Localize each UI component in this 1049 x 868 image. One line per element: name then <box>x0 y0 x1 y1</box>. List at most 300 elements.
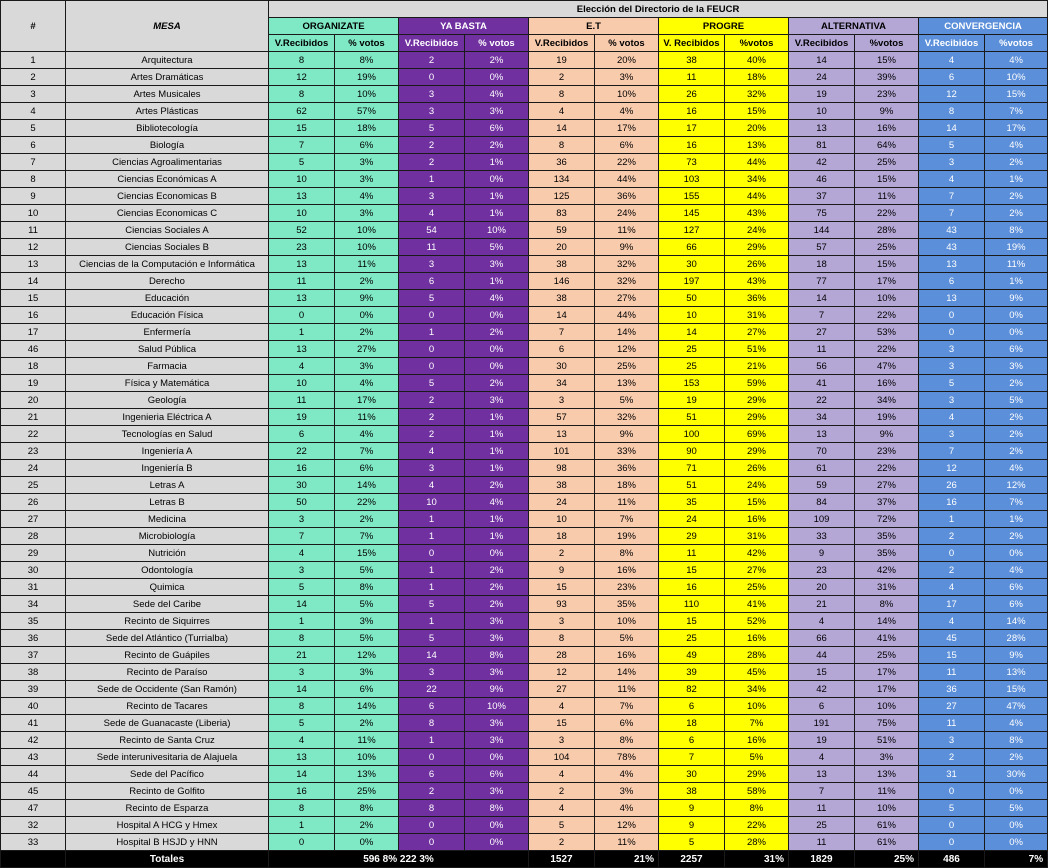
percent-cell: 19% <box>855 409 919 426</box>
group-header-et: E.T <box>529 18 659 35</box>
percent-cell: 27% <box>595 290 659 307</box>
percent-cell: 18% <box>725 69 789 86</box>
mesa-name-cell: Sede del Caribe <box>66 596 269 613</box>
percent-cell: 1% <box>465 528 529 545</box>
percent-cell: 51% <box>725 341 789 358</box>
votes-cell: 8 <box>529 137 595 154</box>
votes-cell: 17 <box>919 596 985 613</box>
row-number-cell: 37 <box>1 647 66 664</box>
percent-cell: 34% <box>725 171 789 188</box>
percent-cell: 16% <box>855 120 919 137</box>
votes-cell: 6 <box>399 766 465 783</box>
percent-cell: 16% <box>725 630 789 647</box>
votes-cell: 15 <box>529 579 595 596</box>
percent-cell: 8% <box>985 222 1048 239</box>
percent-cell: 16% <box>855 375 919 392</box>
votes-cell: 75 <box>789 205 855 222</box>
percent-cell: 13% <box>985 664 1048 681</box>
percent-cell: 0% <box>335 834 399 851</box>
votes-cell: 25 <box>659 630 725 647</box>
votes-cell: 17 <box>659 120 725 137</box>
votes-cell: 90 <box>659 443 725 460</box>
totals-votes-cell: 2257 <box>659 851 725 868</box>
group-header-organizate: ORGANIZATE <box>269 18 399 35</box>
row-number-cell: 46 <box>1 341 66 358</box>
percent-cell: 18% <box>595 477 659 494</box>
row-number-cell: 12 <box>1 239 66 256</box>
percent-cell: 3% <box>595 69 659 86</box>
percent-cell: 1% <box>465 443 529 460</box>
row-number-cell: 24 <box>1 460 66 477</box>
votes-cell: 1 <box>399 613 465 630</box>
group-header-alternativa: ALTERNATIVA <box>789 18 919 35</box>
percent-cell: 4% <box>595 800 659 817</box>
votes-cell: 8 <box>269 86 335 103</box>
percent-cell: 37% <box>855 494 919 511</box>
mesa-name-cell: Ciencias Economicas C <box>66 205 269 222</box>
votes-cell: 127 <box>659 222 725 239</box>
percent-cell: 23% <box>855 86 919 103</box>
votes-cell: 15 <box>789 664 855 681</box>
row-number-cell: 27 <box>1 511 66 528</box>
percent-cell: 0% <box>465 171 529 188</box>
table-row <box>1 290 1048 307</box>
mesa-name-cell: Recinto de Esparza <box>66 800 269 817</box>
mesa-name-cell: Odontología <box>66 562 269 579</box>
percent-cell: 36% <box>595 188 659 205</box>
votes-cell: 0 <box>919 783 985 800</box>
votes-cell: 10 <box>659 307 725 324</box>
percent-cell: 10% <box>985 69 1048 86</box>
votes-cell: 18 <box>529 528 595 545</box>
percent-cell: 5% <box>985 800 1048 817</box>
percent-cell: 3% <box>855 749 919 766</box>
votes-cell: 13 <box>269 256 335 273</box>
percent-cell: 3% <box>465 630 529 647</box>
votes-cell: 2 <box>919 528 985 545</box>
votes-cell: 2 <box>529 834 595 851</box>
table-row <box>1 273 1048 290</box>
votes-cell: 38 <box>529 256 595 273</box>
votes-cell: 7 <box>269 137 335 154</box>
votes-cell: 11 <box>789 800 855 817</box>
mesa-name-cell: Recinto de Tacares <box>66 698 269 715</box>
percent-cell: 5% <box>465 239 529 256</box>
percent-cell: 11% <box>855 783 919 800</box>
percent-cell: 2% <box>985 409 1048 426</box>
votes-cell: 30 <box>529 358 595 375</box>
votes-cell: 6 <box>659 732 725 749</box>
percent-cell: 2% <box>985 154 1048 171</box>
percent-cell: 53% <box>855 324 919 341</box>
votes-cell: 12 <box>269 69 335 86</box>
percent-cell: 19% <box>595 528 659 545</box>
row-number-cell: 36 <box>1 630 66 647</box>
percent-cell: 25% <box>855 647 919 664</box>
percent-cell: 0% <box>465 749 529 766</box>
percent-cell: 29% <box>725 392 789 409</box>
percent-cell: 10% <box>335 86 399 103</box>
votes-cell: 38 <box>529 477 595 494</box>
percent-cell: 44% <box>595 171 659 188</box>
mesa-name-cell: Artes Musicales <box>66 86 269 103</box>
percent-cell: 4% <box>595 766 659 783</box>
percent-cell: 8% <box>725 800 789 817</box>
votes-cell: 0 <box>919 545 985 562</box>
percent-cell: 2% <box>465 52 529 69</box>
votes-cell: 4 <box>789 749 855 766</box>
percent-cell: 8% <box>335 800 399 817</box>
table-row <box>1 222 1048 239</box>
percent-cell: 22% <box>595 154 659 171</box>
table-row <box>1 324 1048 341</box>
percent-cell: 33% <box>595 443 659 460</box>
row-number-cell: 44 <box>1 766 66 783</box>
votes-cell: 0 <box>919 817 985 834</box>
votes-cell: 27 <box>919 698 985 715</box>
percent-cell: 1% <box>465 511 529 528</box>
votes-cell: 3 <box>269 562 335 579</box>
votes-cell: 83 <box>529 205 595 222</box>
votes-cell: 51 <box>659 477 725 494</box>
votes-cell: 16 <box>919 494 985 511</box>
votes-cell: 10 <box>399 494 465 511</box>
percent-cell: 2% <box>985 443 1048 460</box>
percent-cell: 2% <box>335 273 399 290</box>
row-number-cell: 17 <box>1 324 66 341</box>
votes-cell: 82 <box>659 681 725 698</box>
percent-cell: 2% <box>465 562 529 579</box>
percent-cell: 3% <box>335 154 399 171</box>
percent-cell: 18% <box>335 120 399 137</box>
votes-cell: 2 <box>399 52 465 69</box>
votes-cell: 0 <box>399 69 465 86</box>
votes-cell: 4 <box>919 613 985 630</box>
percent-cell: 29% <box>725 409 789 426</box>
table-row <box>1 341 1048 358</box>
percent-cell: 5% <box>595 392 659 409</box>
votes-cell: 5 <box>919 137 985 154</box>
percent-cell: 52% <box>725 613 789 630</box>
totals-row <box>1 851 1048 868</box>
percent-cell: 14% <box>335 698 399 715</box>
percent-cell: 5% <box>335 630 399 647</box>
percent-cell: 5% <box>985 392 1048 409</box>
percent-cell: 4% <box>335 375 399 392</box>
percent-cell: 0% <box>465 69 529 86</box>
percent-cell: 30% <box>985 766 1048 783</box>
percent-cell: 51% <box>855 732 919 749</box>
mesa-name-cell: Recinto de Siquirres <box>66 613 269 630</box>
votes-cell: 26 <box>919 477 985 494</box>
votes-cell: 7 <box>269 528 335 545</box>
percent-cell: 17% <box>855 664 919 681</box>
votes-cell: 20 <box>529 239 595 256</box>
votes-cell: 103 <box>659 171 725 188</box>
votes-cell: 19 <box>789 86 855 103</box>
row-number-cell: 18 <box>1 358 66 375</box>
percent-cell: 10% <box>725 698 789 715</box>
percent-cell: 8% <box>465 800 529 817</box>
table-row <box>1 154 1048 171</box>
table-row <box>1 477 1048 494</box>
percent-cell: 14% <box>595 324 659 341</box>
percent-cell: 41% <box>855 630 919 647</box>
mesa-name-cell: Biología <box>66 137 269 154</box>
table-row <box>1 681 1048 698</box>
votes-cell: 13 <box>919 256 985 273</box>
percent-cell: 3% <box>465 664 529 681</box>
percent-cell: 3% <box>335 171 399 188</box>
percent-cell: 8% <box>335 579 399 596</box>
votes-cell: 39 <box>659 664 725 681</box>
percent-cell: 9% <box>595 239 659 256</box>
votes-cell: 36 <box>919 681 985 698</box>
percent-cell: 6% <box>985 341 1048 358</box>
mesa-name-cell: Ingenieria Eléctrica A <box>66 409 269 426</box>
row-number-cell: 22 <box>1 426 66 443</box>
percent-cell: 0% <box>465 358 529 375</box>
mesa-name-cell: Letras B <box>66 494 269 511</box>
votes-cell: 0 <box>399 358 465 375</box>
votes-cell: 22 <box>399 681 465 698</box>
mesa-name-cell: Ciencias Agroalimentarias <box>66 154 269 171</box>
percent-cell: 6% <box>595 715 659 732</box>
percent-cell: 1% <box>465 154 529 171</box>
percent-cell: 0% <box>465 817 529 834</box>
percent-cell: 11% <box>595 494 659 511</box>
votes-cell: 4 <box>269 545 335 562</box>
votes-cell: 5 <box>529 817 595 834</box>
row-number-cell: 40 <box>1 698 66 715</box>
percent-cell: 3% <box>595 783 659 800</box>
votes-cell: 1 <box>399 579 465 596</box>
table-row <box>1 834 1048 851</box>
votes-cell: 3 <box>399 256 465 273</box>
votes-cell: 4 <box>529 698 595 715</box>
votes-cell: 9 <box>659 800 725 817</box>
table-row <box>1 800 1048 817</box>
votes-cell: 6 <box>919 69 985 86</box>
votes-cell: 25 <box>789 817 855 834</box>
votes-cell: 4 <box>789 613 855 630</box>
votes-cell: 3 <box>919 358 985 375</box>
percent-cell: 9% <box>855 103 919 120</box>
percent-cell: 17% <box>855 681 919 698</box>
votes-cell: 4 <box>919 171 985 188</box>
votes-cell: 66 <box>659 239 725 256</box>
percent-cell: 20% <box>595 52 659 69</box>
percent-cell: 4% <box>465 290 529 307</box>
percent-cell: 6% <box>985 579 1048 596</box>
votes-cell: 1 <box>269 817 335 834</box>
percent-cell: 15% <box>855 171 919 188</box>
percent-cell: 8% <box>465 647 529 664</box>
row-number-cell: 35 <box>1 613 66 630</box>
votes-cell: 23 <box>269 239 335 256</box>
votes-cell: 14 <box>789 52 855 69</box>
votes-cell: 51 <box>659 409 725 426</box>
percent-cell: 59% <box>725 375 789 392</box>
row-number-cell: 26 <box>1 494 66 511</box>
percent-cell: 10% <box>855 290 919 307</box>
percent-cell: 15% <box>335 545 399 562</box>
votes-cell: 16 <box>269 460 335 477</box>
percent-cell: 34% <box>855 392 919 409</box>
mesa-name-cell: Quimica <box>66 579 269 596</box>
totals-votes-cell: 1829 <box>789 851 855 868</box>
totals-percent-cell: 7% <box>985 851 1048 868</box>
votes-cell: 15 <box>659 613 725 630</box>
percent-cell: 1% <box>985 273 1048 290</box>
votes-cell: 11 <box>789 834 855 851</box>
percent-cell: 3% <box>335 613 399 630</box>
mesa-name-cell: Sede de Guanacaste (Liberia) <box>66 715 269 732</box>
votes-cell: 11 <box>269 273 335 290</box>
votes-cell: 1 <box>269 613 335 630</box>
votes-cell: 34 <box>529 375 595 392</box>
row-number-cell: 9 <box>1 188 66 205</box>
percent-cell: 10% <box>855 800 919 817</box>
percent-cell: 23% <box>855 443 919 460</box>
table-row <box>1 205 1048 222</box>
percent-cell: 16% <box>725 511 789 528</box>
mesa-name-cell: Salud Pública <box>66 341 269 358</box>
percent-cell: 13% <box>855 766 919 783</box>
table-row <box>1 256 1048 273</box>
group-header-progre: PROGRE <box>659 18 789 35</box>
table-row <box>1 528 1048 545</box>
votes-cell: 2 <box>399 154 465 171</box>
percent-cell: 9% <box>985 647 1048 664</box>
percent-cell: 2% <box>985 528 1048 545</box>
mesa-name-cell: Sede del Pacífico <box>66 766 269 783</box>
table-row <box>1 375 1048 392</box>
percent-cell: 0% <box>465 307 529 324</box>
row-number-cell: 31 <box>1 579 66 596</box>
percent-cell: 1% <box>985 511 1048 528</box>
percent-cell: 7% <box>595 698 659 715</box>
percent-cell: 22% <box>855 307 919 324</box>
percent-cell: 3% <box>985 358 1048 375</box>
votes-cell: 36 <box>529 154 595 171</box>
votes-cell: 57 <box>529 409 595 426</box>
percent-cell: 4% <box>985 52 1048 69</box>
percent-cell: 43% <box>725 205 789 222</box>
votes-cell: 23 <box>789 562 855 579</box>
votes-cell: 2 <box>919 562 985 579</box>
percent-cell: 25% <box>335 783 399 800</box>
votes-cell: 3 <box>269 664 335 681</box>
votes-cell: 1 <box>399 324 465 341</box>
percent-cell: 2% <box>985 205 1048 222</box>
votes-cell: 7 <box>659 749 725 766</box>
votes-cell: 11 <box>269 392 335 409</box>
percent-cell: 25% <box>725 579 789 596</box>
votes-cell: 66 <box>789 630 855 647</box>
votes-cell: 2 <box>399 137 465 154</box>
percent-cell: 35% <box>855 545 919 562</box>
votes-cell: 3 <box>919 392 985 409</box>
percent-cell: 16% <box>595 647 659 664</box>
percent-cell: 17% <box>855 273 919 290</box>
votes-cell: 3 <box>529 613 595 630</box>
votes-cell: 50 <box>269 494 335 511</box>
votes-cell: 0 <box>919 307 985 324</box>
row-number-cell: 30 <box>1 562 66 579</box>
percent-cell: 19% <box>335 69 399 86</box>
percent-cell: 5% <box>725 749 789 766</box>
votes-cell: 38 <box>659 783 725 800</box>
votes-cell: 3 <box>919 426 985 443</box>
table-row <box>1 307 1048 324</box>
percent-cell: 75% <box>855 715 919 732</box>
totals-votes-cell: 486 <box>919 851 985 868</box>
row-number-cell: 16 <box>1 307 66 324</box>
votes-cell: 52 <box>269 222 335 239</box>
votes-cell: 144 <box>789 222 855 239</box>
percent-cell: 10% <box>335 239 399 256</box>
votes-cell: 16 <box>659 103 725 120</box>
row-number-cell: 34 <box>1 596 66 613</box>
mesa-name-cell: Ciencias Economicas B <box>66 188 269 205</box>
percent-cell: 27% <box>855 477 919 494</box>
votes-cell: 1 <box>399 528 465 545</box>
group-header-convergencia: CONVERGENCIA <box>919 18 1048 35</box>
votes-cell: 24 <box>659 511 725 528</box>
percent-cell: 14% <box>985 613 1048 630</box>
percent-cell: 43% <box>725 273 789 290</box>
percent-cell: 32% <box>725 86 789 103</box>
subheader-percent: % votos <box>335 35 399 52</box>
row-number-cell: 28 <box>1 528 66 545</box>
row-number-cell: 4 <box>1 103 66 120</box>
votes-cell: 11 <box>789 341 855 358</box>
votes-cell: 25 <box>659 358 725 375</box>
table-row <box>1 120 1048 137</box>
table-row <box>1 749 1048 766</box>
votes-cell: 13 <box>269 290 335 307</box>
percent-cell: 14% <box>855 613 919 630</box>
votes-cell: 18 <box>789 256 855 273</box>
mesa-name-cell: Ciencias Sociales B <box>66 239 269 256</box>
row-number-cell: 21 <box>1 409 66 426</box>
votes-cell: 5 <box>269 715 335 732</box>
percent-cell: 11% <box>335 409 399 426</box>
mesa-name-cell: Ingeniería A <box>66 443 269 460</box>
percent-cell: 0% <box>985 817 1048 834</box>
percent-cell: 25% <box>855 154 919 171</box>
percent-cell: 24% <box>725 477 789 494</box>
mesa-name-cell: Farmacia <box>66 358 269 375</box>
percent-cell: 42% <box>855 562 919 579</box>
votes-cell: 14 <box>529 307 595 324</box>
percent-cell: 78% <box>595 749 659 766</box>
percent-cell: 26% <box>725 460 789 477</box>
percent-cell: 11% <box>335 256 399 273</box>
percent-cell: 10% <box>855 698 919 715</box>
percent-cell: 13% <box>725 137 789 154</box>
percent-cell: 27% <box>335 341 399 358</box>
votes-cell: 7 <box>919 188 985 205</box>
mesa-name-cell: Tecnologías en Salud <box>66 426 269 443</box>
votes-cell: 0 <box>399 545 465 562</box>
percent-cell: 3% <box>465 256 529 273</box>
votes-cell: 31 <box>919 766 985 783</box>
percent-cell: 17% <box>595 120 659 137</box>
votes-cell: 2 <box>399 409 465 426</box>
percent-cell: 11% <box>595 681 659 698</box>
